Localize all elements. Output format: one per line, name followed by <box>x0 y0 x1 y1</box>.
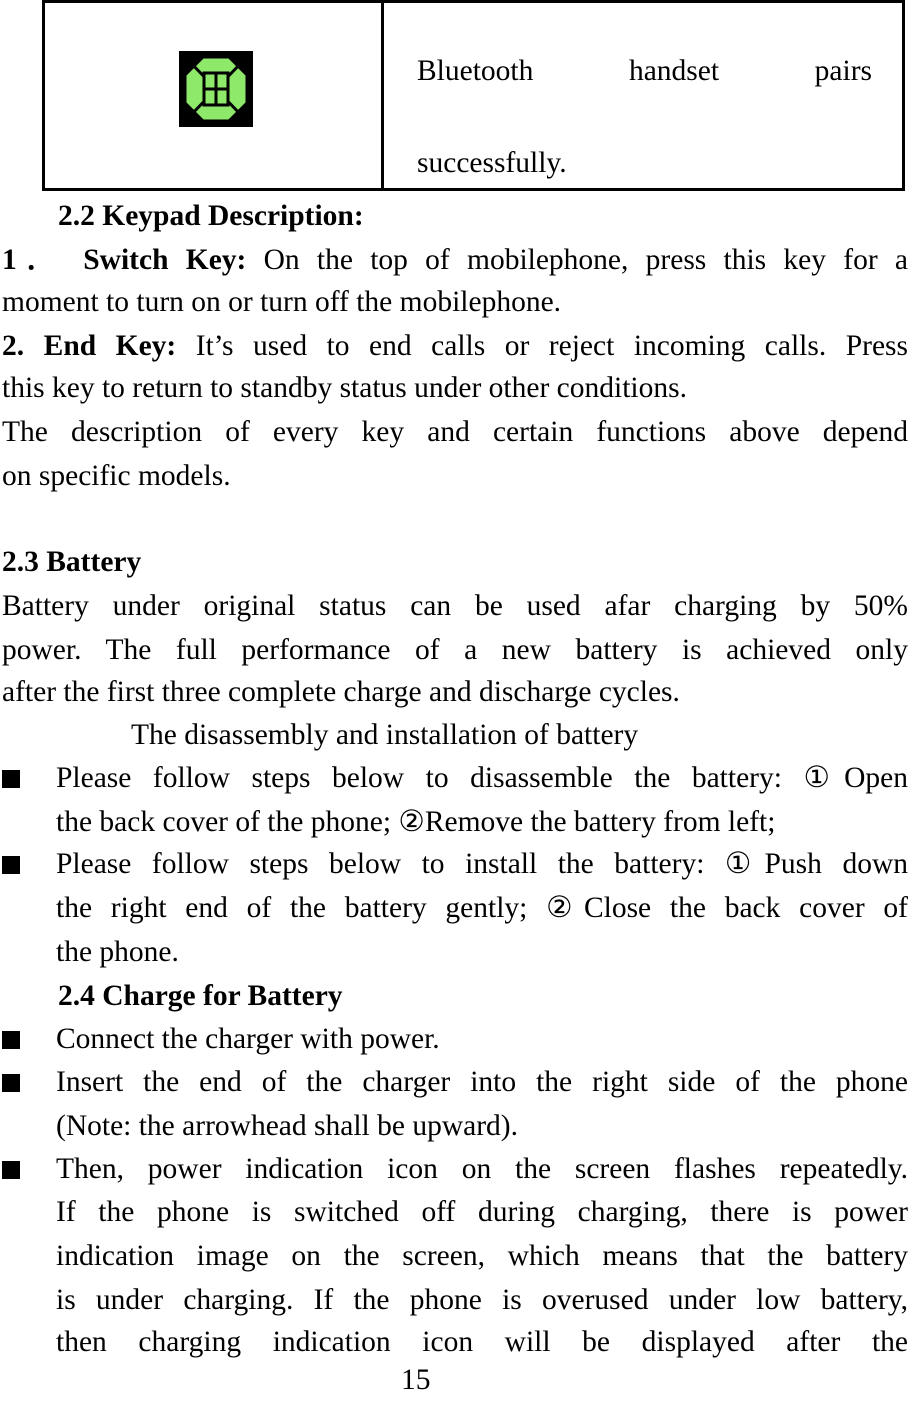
pairing-text-line2: successfully. <box>417 147 567 179</box>
charge-bullet-2-line1: Insert the end of the charger into the right side of the phone <box>56 1066 908 1098</box>
bullet-square-icon <box>2 1161 20 1179</box>
charge-bullet-2-line2: (Note: the arrowhead shall be upward). <box>56 1110 518 1142</box>
page-number: 15 <box>401 1364 431 1396</box>
charge-bullet-3-line1: Then, power indication icon on the screen flashes repeatedly. <box>56 1153 908 1185</box>
battery-para-line2: power. The full performance of a new battery is achieved only <box>2 634 908 666</box>
bullet-square-icon <box>2 856 20 874</box>
charge-bullet-1: Connect the charger with power. <box>56 1023 440 1055</box>
charge-bullet-3-line5: then charging indication icon will be displayed after the <box>56 1326 908 1358</box>
disassemble-bullet-line1: Please follow steps below to disassemble the battery: ①Open <box>56 762 908 794</box>
description-para-line2: on specific models. <box>2 460 231 492</box>
charge-bullet-3-line4: is under charging. If the phone is overused under low battery, <box>56 1284 908 1316</box>
disassemble-bullet-line2: the back cover of the phone; ②Remove the battery from left; <box>56 806 776 838</box>
install-bullet-line3: the phone. <box>56 936 179 968</box>
pairing-text-line1: Bluetooth handset pairs <box>417 55 873 87</box>
battery-para-line1: Battery under original status can be used afar charging by 50% <box>2 590 908 622</box>
switch-key-para-line2: moment to turn on or turn off the mobilephone. <box>2 286 562 318</box>
install-bullet-line1: Please follow steps below to install the battery: ①Push down <box>56 848 908 880</box>
charge-bullet-3-line3: indication image on the screen, which means that the battery <box>56 1240 908 1272</box>
description-para-line1: The description of every key and certain functions above depend <box>2 416 908 448</box>
charge-bullet-3-line2: If the phone is switched off during charging, there is power <box>56 1196 908 1228</box>
section-heading-charge: 2.4 Charge for Battery <box>58 980 343 1012</box>
battery-para-line3: after the first three complete charge and discharge cycles. <box>2 676 680 708</box>
install-bullet-line2: the right end of the battery gently; ②Close the back cover of <box>56 892 908 924</box>
section-heading-battery: 2.3 Battery <box>2 546 142 578</box>
end-key-para-line2: this key to return to standby status under other conditions. <box>2 372 687 404</box>
battery-subheading: The disassembly and installation of battery <box>131 719 639 751</box>
icon-cell <box>45 3 384 188</box>
icon-table <box>42 0 905 191</box>
bullet-square-icon <box>2 1074 20 1092</box>
description-cell <box>384 3 902 188</box>
bullet-square-icon <box>2 770 20 788</box>
end-key-para-line1: 2. End Key: It’s used to end calls or reject incoming calls. Press <box>2 330 908 362</box>
bullet-square-icon <box>2 1031 20 1049</box>
bluetooth-paired-icon <box>179 51 253 127</box>
section-heading-keypad: 2.2 Keypad Description: <box>58 200 364 232</box>
switch-key-para-line1: 1． Switch Key: On the top of mobilephone, press this key for a <box>2 244 909 276</box>
